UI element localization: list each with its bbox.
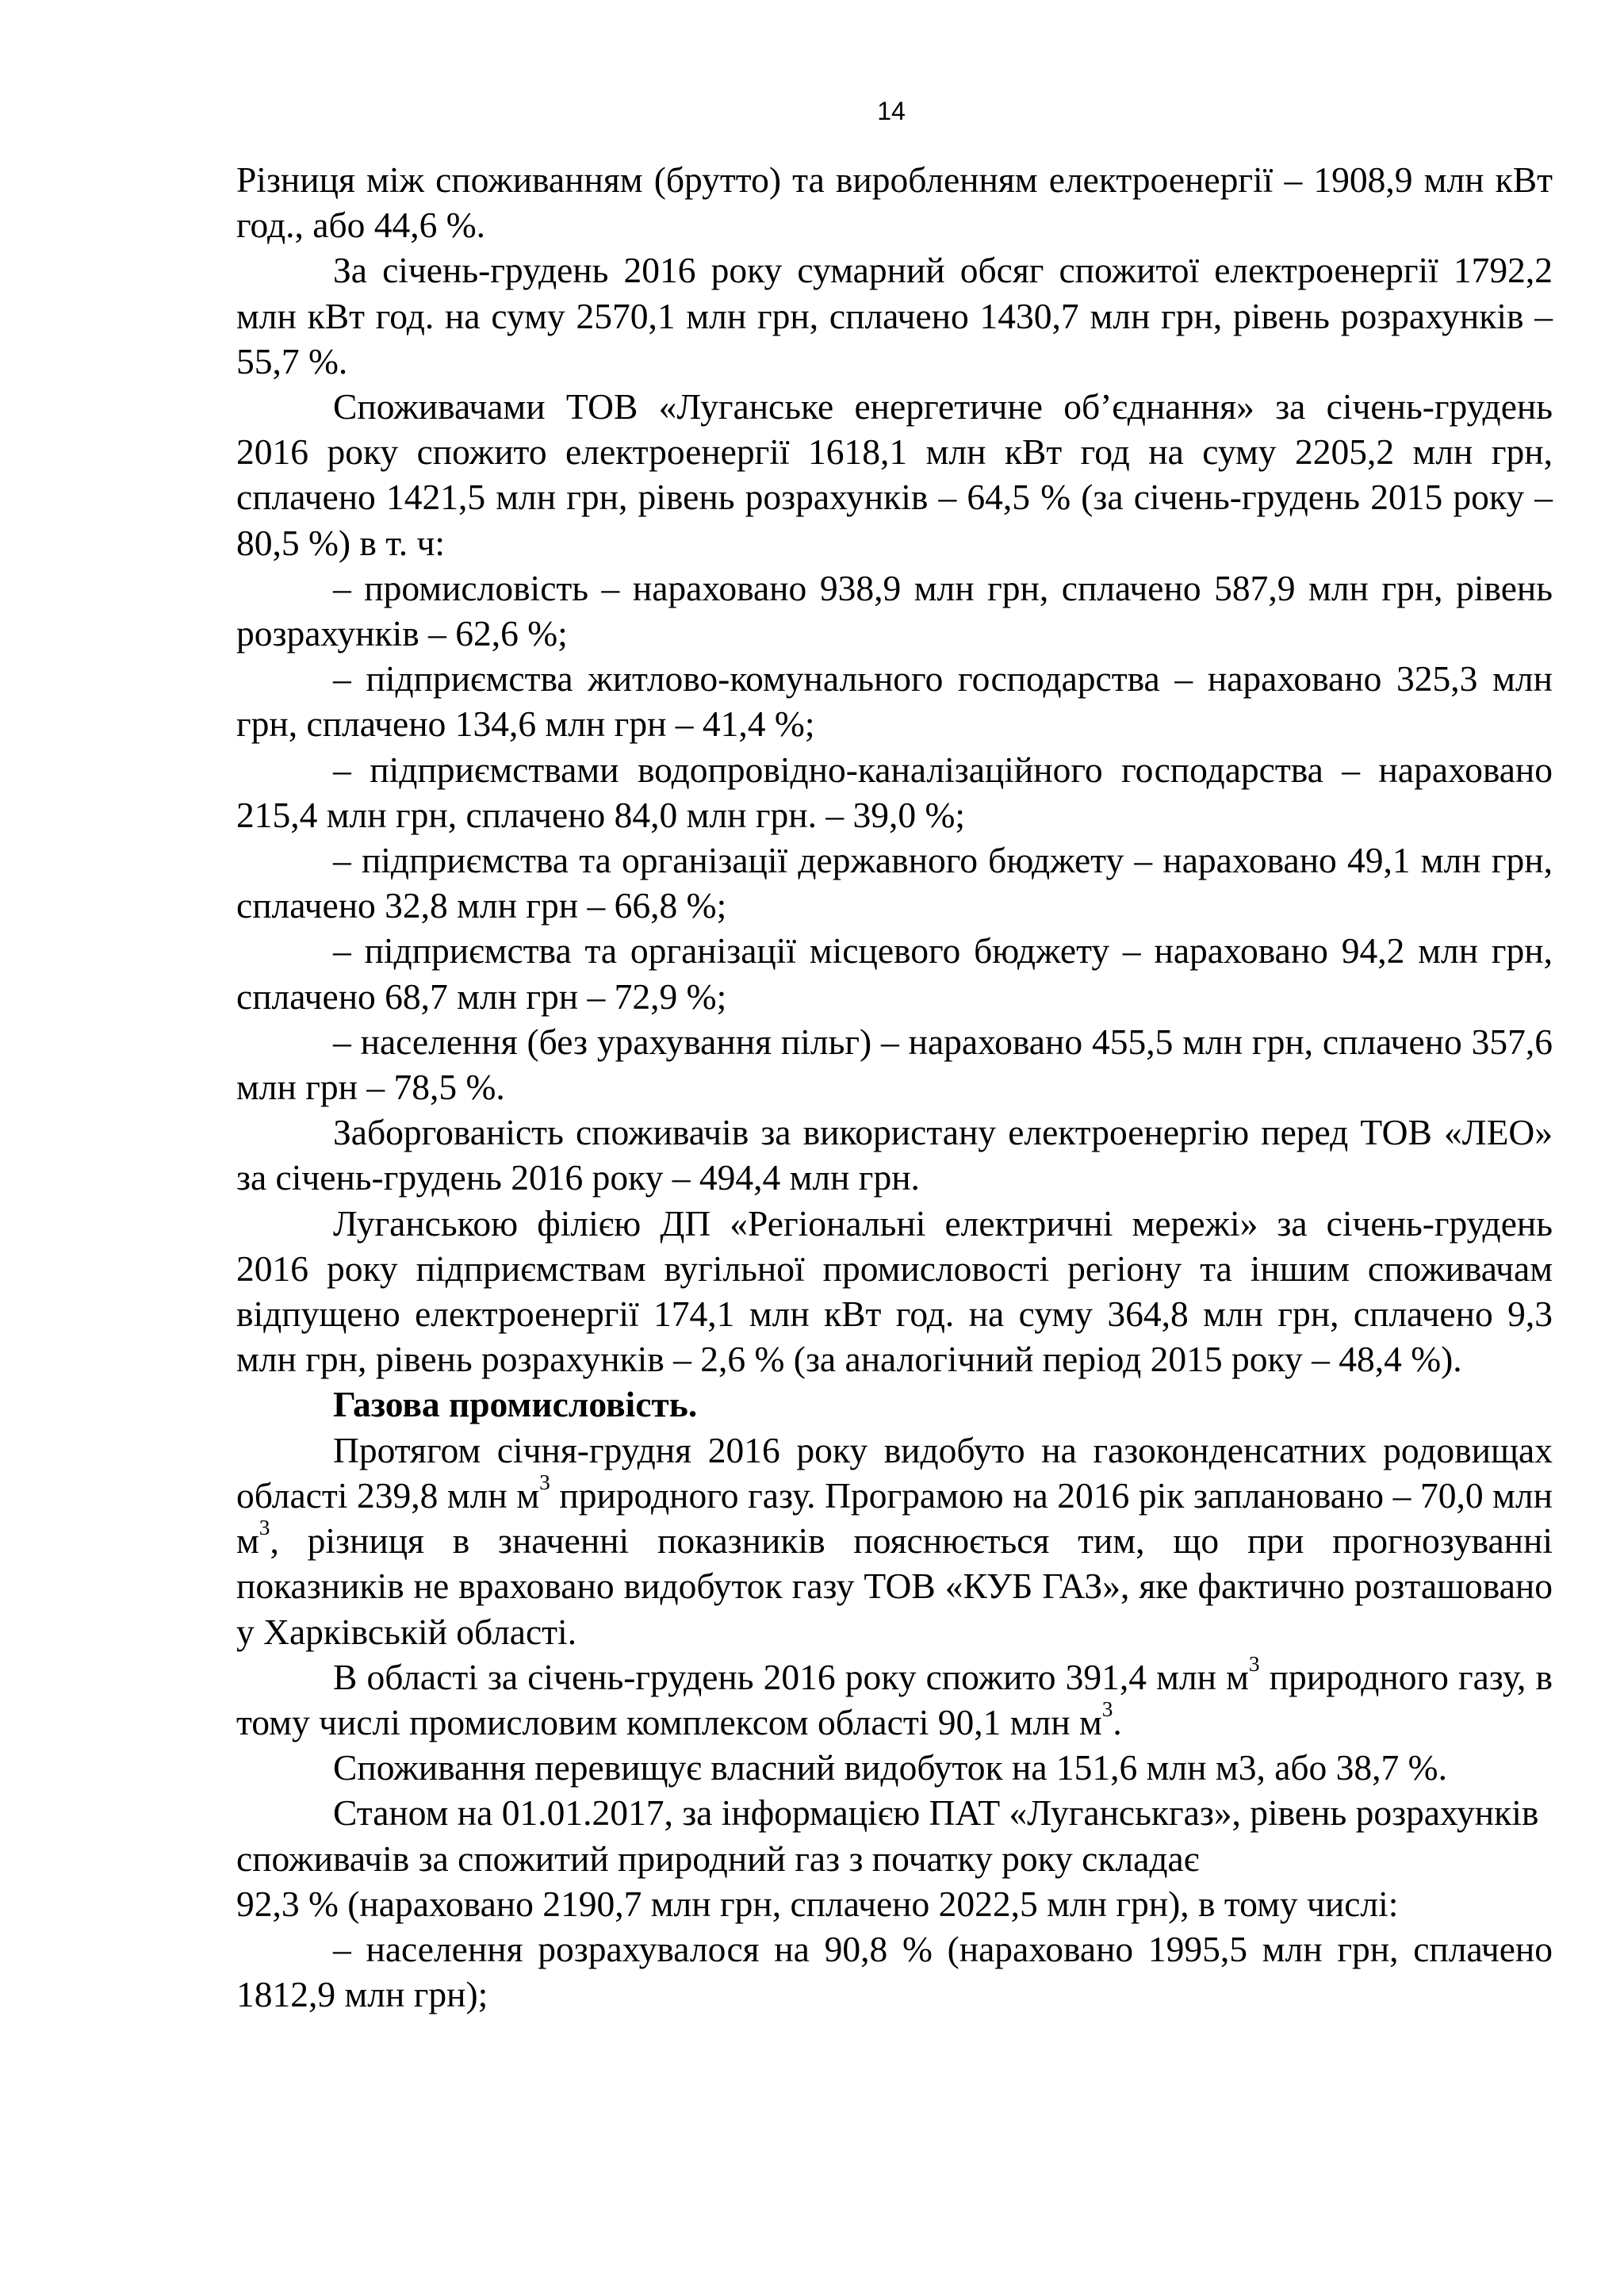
paragraph-luhanskgaz-totals: 92,3 % (нараховано 2190,7 млн грн, сплачено 2022,5 млн грн), в тому числі:	[236, 1883, 1399, 1924]
paragraph-leo-consumers: Споживачами ТОВ «Луганське енергетичне об’єднання» за січень-грудень 2016 року спожито електроенергії 1618,1 млн кВт год на суму 2205,2 млн грн, сплачено 1421,5 млн грн, рівень розрахунків – 64,5 % (за січень-грудень 2015 року – 80,5 %) в т. ч:	[236, 386, 1553, 563]
superscript-3: 3	[539, 1470, 550, 1494]
list-item-water-sewage: – підприємствами водопровідно-каналізаційного господарства – нараховано 215,4 млн грн, сплачено 84,0 млн грн. – 39,0 %;	[236, 749, 1553, 835]
paragraph-luhanskgaz-settlements: Станом на 01.01.2017, за інформацією ПАТ «Луганськгаз», рівень розрахунків споживачів за спожитий природний газ з початку року складає	[236, 1792, 1539, 1879]
list-item-state-budget: – підприємства та організації державного бюджету – нараховано 49,1 млн грн, сплачено 32,8 млн грн – 66,8 %;	[236, 840, 1553, 926]
superscript-3: 3	[259, 1515, 270, 1539]
paragraph-gas-consumption	[236, 1651, 1553, 1745]
gas-extraction-text-1: Протягом січня-грудня 2016 року видобуто на газоконденсатних родовищах області 239,8 млн м	[236, 1429, 1553, 1516]
superscript-3: 3	[1101, 1696, 1113, 1721]
superscript-3: 3	[1248, 1651, 1260, 1676]
paragraph-gas-extraction	[236, 1428, 1553, 1654]
paragraph-leo-debt: Заборгованість споживачів за використану електроенергію перед ТОВ «ЛЕО» за січень-грудень 2016 року – 494,4 млн грн.	[236, 1112, 1553, 1198]
paragraph-difference: Різниця між споживанням (брутто) та виробленням електроенергії – 1908,9 млн кВт год., або 44,6 %.	[236, 159, 1553, 246]
section-heading-gas	[236, 1382, 1553, 1427]
gas-consumption-text-2: природного газу, в тому числі промисловим комплексом області 90,1 млн м	[236, 1656, 1553, 1742]
section-heading-gas-period: .	[688, 1384, 698, 1425]
gas-consumption-text-1: В області за січень-грудень 2016 року спожито 391,4 млн м	[333, 1656, 1249, 1697]
gas-extraction-text-3: , різниця в значенні показників пояснюється тим, що при прогнозуванні показників не враховано видобуток газу ТОВ «КУБ ГАЗ», яке фактично розташовано у Харківській області.	[236, 1520, 1553, 1652]
gas-consumption-text-3: .	[1113, 1701, 1122, 1742]
document-body	[236, 157, 1553, 2017]
list-item-housing-utilities: – підприємства житлово-комунального господарства – нараховано 325,3 млн грн, сплачено 134,6 млн грн – 41,4 %;	[236, 658, 1553, 745]
page-number: 14	[877, 97, 906, 125]
list-item-local-budget: – підприємства та організації місцевого бюджету – нараховано 94,2 млн грн, сплачено 68,7 млн грн – 72,9 %;	[236, 930, 1553, 1017]
paragraph-total-consumption: За січень-грудень 2016 року сумарний обсяг спожитої електроенергії 1792,2 млн кВт год. на суму 2570,1 млн грн, сплачено 1430,7 млн грн, рівень розрахунків – 55,7 %.	[236, 250, 1553, 381]
paragraph-consumption-exceeds: Споживання перевищує власний видобуток на 151,6 млн м3, або 38,7 %.	[333, 1747, 1447, 1788]
paragraph-regional-networks: Луганською філією ДП «Регіональні електричні мережі» за січень-грудень 2016 року підприємствам вугільної промисловості регіону та іншим споживачам відпущено електроенергії 174,1 млн кВт год. на суму 364,8 млн грн, сплачено 9,3 млн грн, рівень розрахунків – 2,6 % (за аналогічний період 2015 року – 48,4 %).	[236, 1202, 1553, 1380]
list-item-gas-population: – населення розрахувалося на 90,8 % (нараховано 1995,5 млн грн, сплачено 1812,9 млн грн);	[236, 1928, 1553, 2015]
list-item-population: – населення (без урахування пільг) – нараховано 455,5 млн грн, сплачено 357,6 млн грн – 78,5 %.	[236, 1021, 1553, 1108]
list-item-industry: – промисловість – нараховано 938,9 млн грн, сплачено 587,9 млн грн, рівень розрахунків – 62,6 %;	[236, 567, 1553, 654]
gas-extraction-text-2: природного газу. Програмою на 2016 рік заплановано – 70,0 млн м	[236, 1474, 1553, 1562]
section-heading-gas-text: Газова промисловість	[333, 1384, 688, 1425]
